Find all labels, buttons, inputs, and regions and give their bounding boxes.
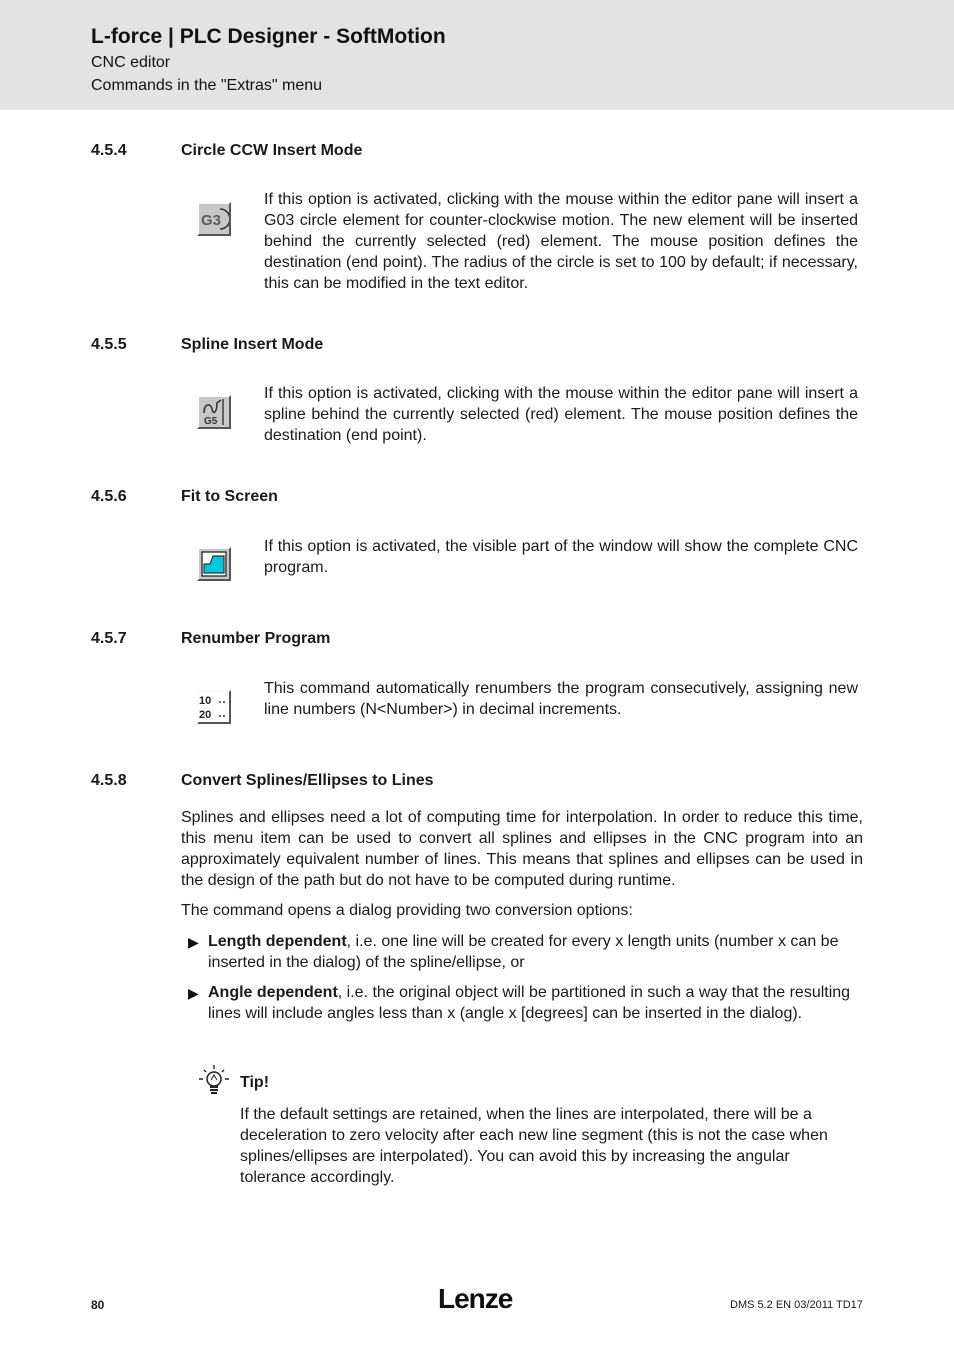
- list-item-term: Angle dependent: [208, 984, 338, 1001]
- tip-label: Tip!: [240, 1074, 270, 1091]
- list-item: [208, 982, 860, 1024]
- g5-spline-icon: [197, 395, 231, 429]
- renumber-icon-bottom: 20: [199, 709, 212, 721]
- lenze-logo: Lenze: [438, 1283, 513, 1314]
- page-number: 80: [91, 1298, 105, 1312]
- section-title: Spline Insert Mode: [181, 336, 324, 353]
- list-item-text: , i.e. the original object will be partitioned in such a way that the resulting lines will include angles less than x (angle x [degrees] can be inserted in the dialog).: [208, 984, 851, 1022]
- lightbulb-icon: [197, 1064, 233, 1105]
- section-title: Renumber Program: [181, 630, 331, 647]
- page-header: [0, 0, 954, 110]
- section-title: Fit to Screen: [181, 488, 278, 505]
- section-number: 4.5.7: [91, 630, 127, 647]
- section-body: Splines and ellipses need a lot of computing time for interpolation. In order to reduce this time, this menu item can be used to convert all splines and ellipses in the CNC program into an approximately equivalent number of lines. This means that splines and ellipses can be used in the design of the path but do not have to be computed during runtime.: [181, 809, 863, 889]
- section-title: Convert Splines/Ellipses to Lines: [181, 772, 434, 789]
- g5-icon-label: G5: [204, 416, 218, 427]
- g03-icon-label: G3: [201, 212, 222, 229]
- section-number: 4.5.5: [91, 336, 127, 353]
- bullet-arrow-icon: ▶: [188, 934, 199, 950]
- list-item: [208, 931, 860, 973]
- section-body: This command automatically renumbers the program consecutively, assigning new line numbers (N<Number>) in decimal increments.: [264, 680, 858, 718]
- renumber-icon: [197, 690, 231, 724]
- section-number: 4.5.4: [91, 142, 127, 159]
- section-body: If this option is activated, clicking with the mouse within the editor pane will insert a G03 circle element for counter-clockwise motion. The new element will be inserted behind the currently selected (red) element. The mouse position defines the destination (end point). The radius of the circle is set to 100 by default; if necessary, this can be modified in the text editor.: [264, 191, 858, 292]
- tip-text: If the default settings are retained, when the lines are interpolated, there will be a deceleration to zero velocity after each new line segment (this is not the case when splines/ellipses are interpolated). You can avoid this by increasing the angular tolerance accordingly.: [240, 1106, 828, 1186]
- section-intro: The command opens a dialog providing two conversion options:: [181, 902, 633, 919]
- section-body: If this option is activated, clicking with the mouse within the editor pane will insert a spline behind the currently selected (red) element. The mouse position defines the destination (end point).: [264, 385, 858, 444]
- list-item-text: , i.e. one line will be created for every x length units (number x can be inserted in the dialog) of the spline/ellipse, or: [208, 933, 839, 971]
- fit-to-screen-icon: [197, 547, 231, 581]
- bullet-arrow-icon: ▶: [188, 985, 199, 1001]
- document-title: L-force | PLC Designer - SoftMotion: [91, 25, 446, 48]
- section-number: 4.5.6: [91, 488, 127, 505]
- chapter-subtitle: CNC editor: [91, 54, 171, 71]
- section-title: Circle CCW Insert Mode: [181, 142, 363, 159]
- section-subtitle: Commands in the "Extras" menu: [91, 77, 323, 94]
- g03-circle-icon: [197, 202, 231, 236]
- section-number: 4.5.8: [91, 772, 127, 789]
- section-body: If this option is activated, the visible part of the window will show the complete CNC program.: [264, 538, 858, 576]
- document-id: DMS 5.2 EN 03/2011 TD17: [730, 1299, 863, 1311]
- list-item-term: Length dependent: [208, 933, 347, 950]
- renumber-icon-top: 10: [199, 695, 212, 707]
